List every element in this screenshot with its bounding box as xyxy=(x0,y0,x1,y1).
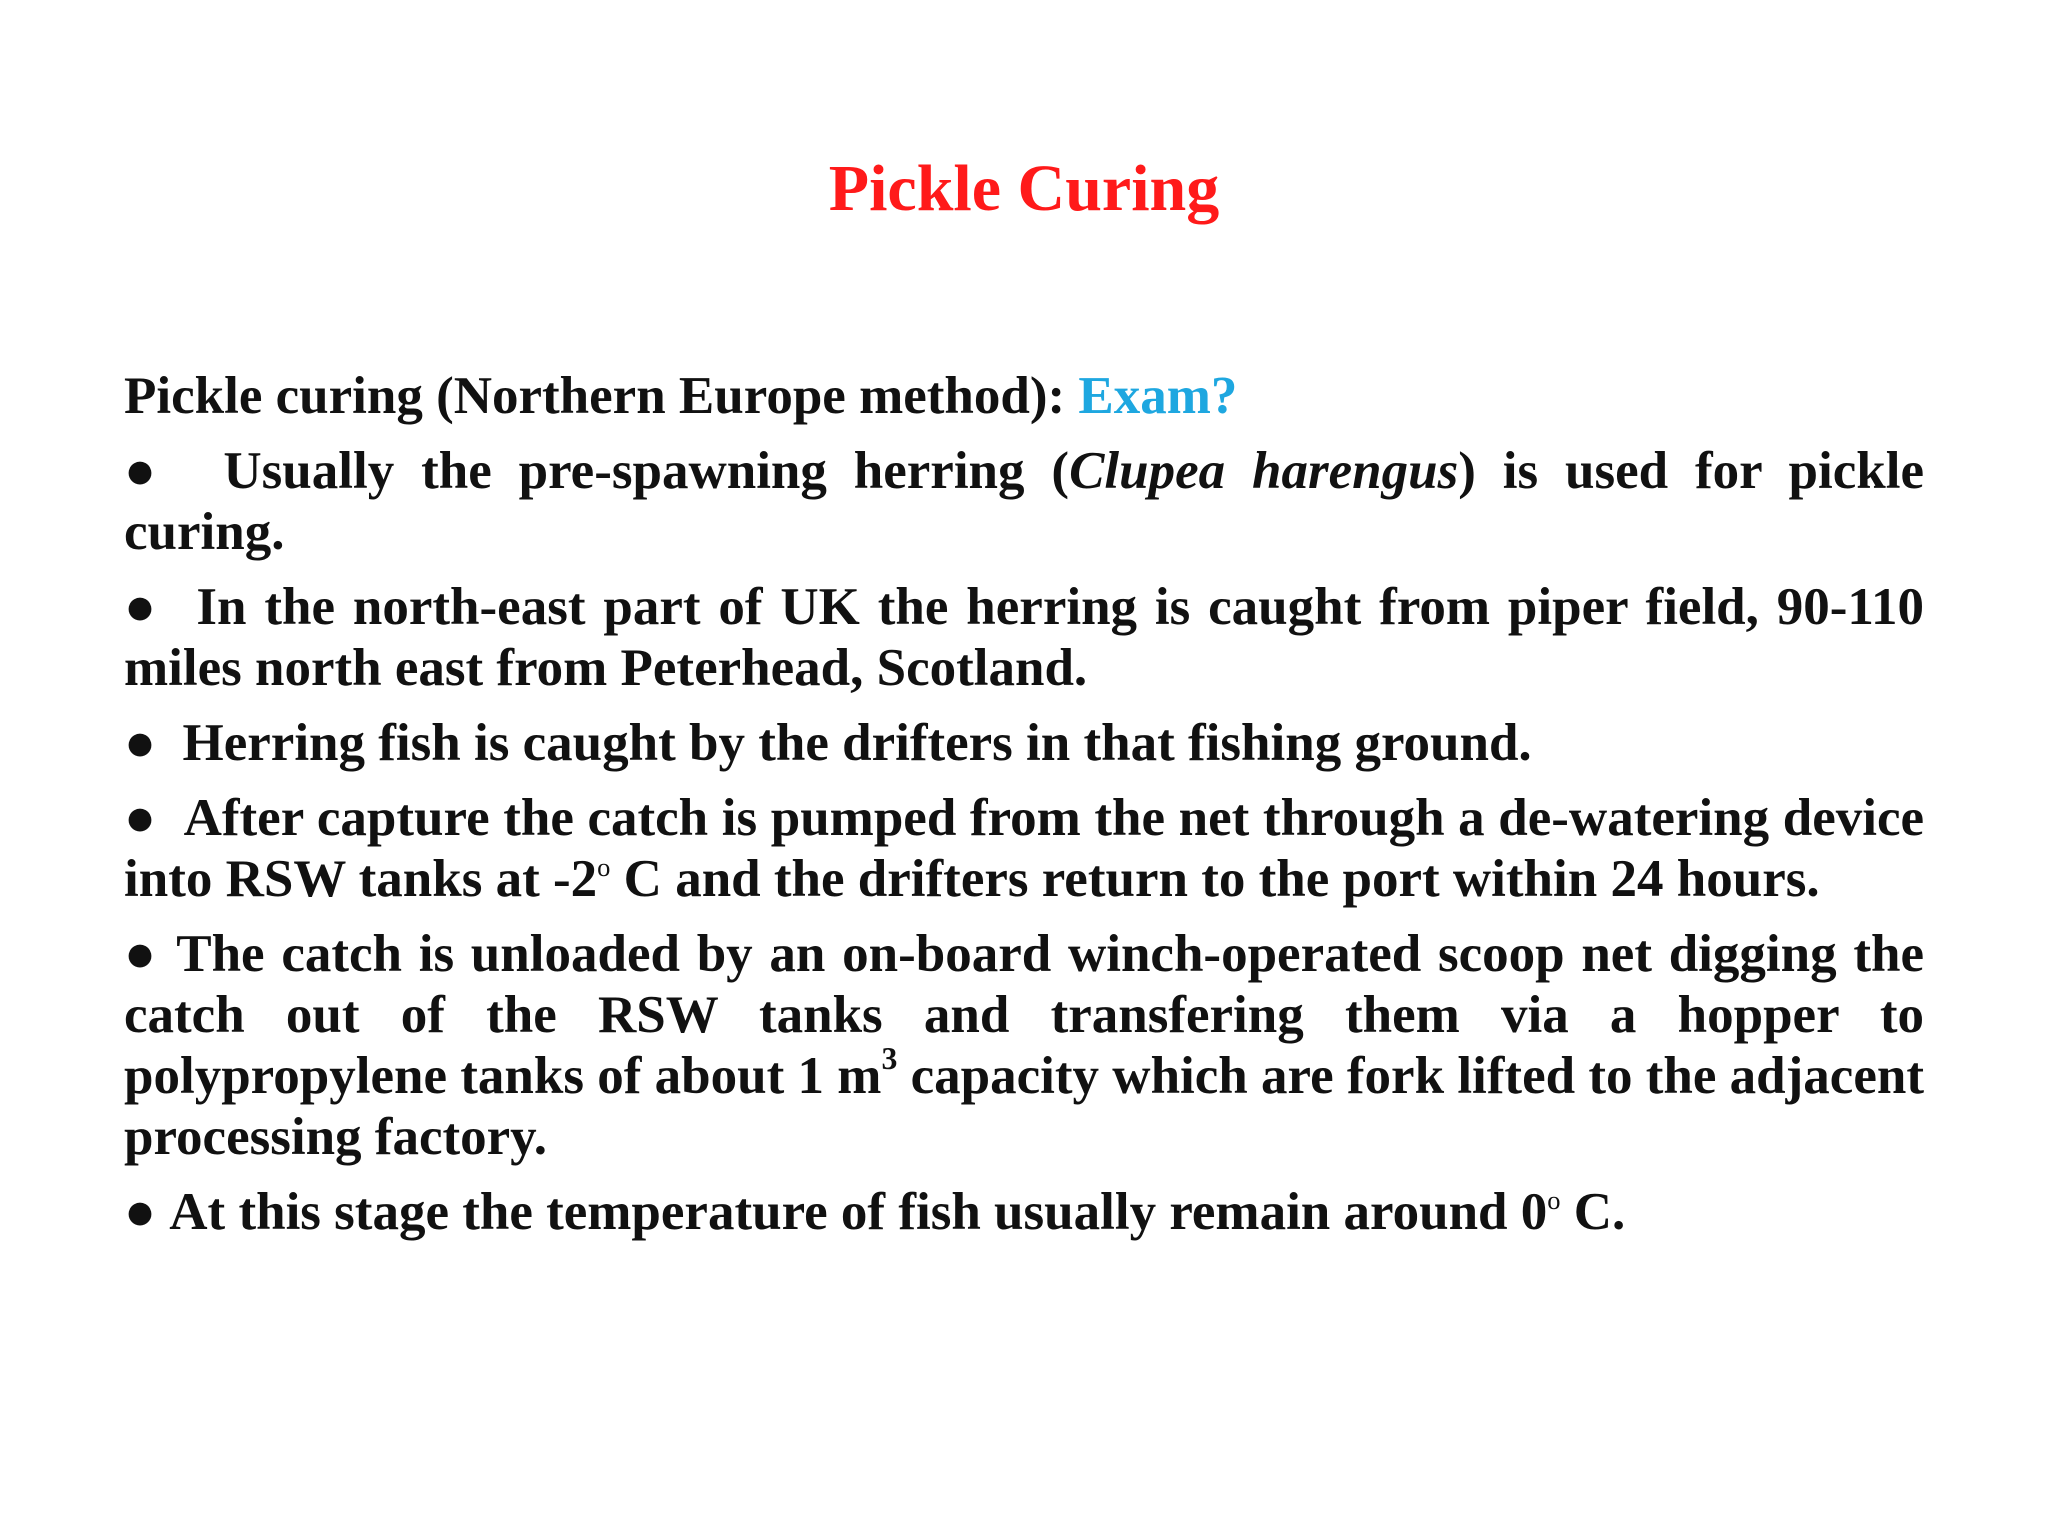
bullet-text: The catch is unloaded by an on-board winch-operated scoop net digging the catch out of the RSW tanks and transfering them via a hopper to polypropylene tanks of about 1 m xyxy=(124,925,1924,1105)
bullet-text: In the north-east part of UK the herring is caught from piper field, 90-110 miles north east from Peterhead, Scotland. xyxy=(124,578,1924,697)
bullet-item-5 xyxy=(124,924,1924,1168)
bullet-item-4 xyxy=(124,788,1924,910)
slide-body xyxy=(124,366,1924,1243)
slide-title: Pickle Curing xyxy=(828,152,1220,225)
bullet-text: Usually the pre-spawning herring ( xyxy=(223,442,1070,500)
bullet-text: After capture the catch is pumped from the net through a de-watering device into RSW tanks at -2 xyxy=(124,789,1924,908)
section-heading-text: Pickle curing (Northern Europe method): xyxy=(124,367,1079,425)
exam-highlight: Exam? xyxy=(1078,367,1238,425)
bullet-text: C and the drifters return to the port within 24 hours. xyxy=(610,850,1820,908)
bullet-text: ) is used for pickle curing. xyxy=(124,442,1924,561)
species-name: Clupea harengus xyxy=(1069,442,1459,500)
bullet-item-3 xyxy=(124,713,1924,774)
bullet-icon: ● xyxy=(124,714,157,772)
bullet-icon: ● xyxy=(124,789,157,847)
bullet-text: Herring fish is caught by the drifters in that fishing ground. xyxy=(182,714,1532,772)
cubic-superscript: 3 xyxy=(881,1041,898,1077)
bullet-icon: ● xyxy=(124,925,160,983)
bullet-icon: ● xyxy=(124,442,170,500)
bullet-item-1 xyxy=(124,441,1924,563)
bullet-item-2 xyxy=(124,577,1924,699)
degree-superscript: o xyxy=(597,852,611,883)
degree-superscript: o xyxy=(1547,1185,1561,1216)
bullet-text: capacity which are fork lifted to the adjacent processing factory. xyxy=(124,1047,1924,1166)
bullet-text: At this stage the temperature of fish usually remain around 0 xyxy=(169,1183,1548,1241)
bullet-text: C. xyxy=(1560,1183,1626,1241)
bullet-icon: ● xyxy=(124,1183,157,1241)
section-heading xyxy=(124,366,1924,427)
bullet-icon: ● xyxy=(124,578,161,636)
bullet-item-6 xyxy=(124,1182,1924,1243)
